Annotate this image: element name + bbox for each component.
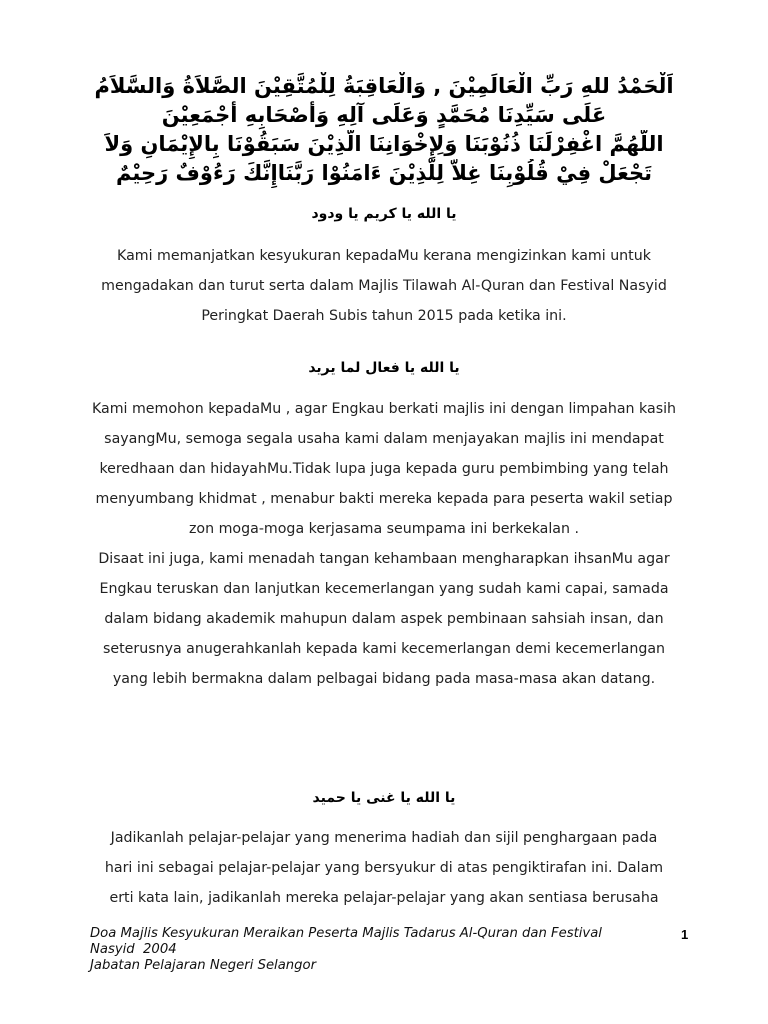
page-footer [90,926,650,974]
footer-line: Nasyid 2004 [90,942,177,957]
invocation-heading: يا الله يا كريم يا ودود [311,206,457,222]
paragraph-line: dalam bidang akademik mahupun dalam aspek pembinaan sahsiah insan, dan [104,611,664,627]
paragraph-line: Disaat ini juga, kami menadah tangan kehambaan mengharapkan ihsanMu agar [98,551,670,567]
paragraph-line: mengadakan dan turut serta dalam Majlis Tilawah Al-Quran dan Festival Nasyid [101,278,667,294]
paragraph-line: yang lebih bermakna dalam pelbagai bidang pada masa-masa akan datang. [112,671,656,687]
arabic-prayer-line: عَلَى سَيِّدِنَا مُحَمَّدٍ وَعَلَى آلِهِ وَأَصْحَابِهِ أَجْمَعِيْنَ [161,103,607,127]
paragraph-line: Engkau teruskan dan lanjutkan kecemerlangan yang sudah kami capai, samada [99,581,669,597]
arabic-prayer-line: اَلْحَمْدُ للهِ رَبِّ الْعَالَمِيْنَ , وَالْعَاقِبَةُ لِلْمُتَّقِيْنَ الصَّلاَةُ وَالسَّلاَمُ [94,74,674,98]
paragraph-line: seterusnya anugerahkanlah kepada kami kecemerlangan demi kecemerlangan [102,641,666,657]
footer-line: Jabatan Pelajaran Negeri Selangor [90,958,317,973]
paragraph-line: menyumbang khidmat , menabur bakti mereka kepada para peserta wakil setiap [95,491,673,507]
paragraph-line: hari ini sebagai pelajar-pelajar yang bersyukur di atas pengiktirafan ini. Dalam [104,860,664,876]
arabic-prayer-line: اللَّهُمَّ اغْفِرْلَنَا ذُنُوْبَنَا وَلِإِخْوَانِنَا الَّذِيْنَ سَبَقُوْنَا بِالإِيْمَانِ وَلاَ [104,132,664,156]
invocation-heading: يا الله يا غنى يا حميد [312,790,456,806]
paragraph-line: sayangMu, semoga segala usaha kami dalam menjayakan majlis ini mendapat [104,431,664,447]
page-number: 1 [681,927,689,942]
paragraph-line: Peringkat Daerah Subis tahun 2015 pada ketika ini. [201,308,567,324]
paragraph-line: zon moga-moga kerjasama seumpama ini berkekalan . [188,521,580,537]
paragraph-line: erti kata lain, jadikanlah mereka pelajar-pelajar yang akan sentiasa berusaha [109,890,659,906]
invocation-heading: يا الله يا فعال لما يريد [308,360,460,376]
prayer-paragraph [80,823,688,913]
footer-line: Doa Majlis Kesyukuran Meraikan Peserta Majlis Tadarus Al-Quran dan Festival [90,926,602,941]
arabic-opening-prayer [70,72,698,188]
prayer-paragraph [80,394,688,694]
arabic-prayer-line: تَجْعَلْ فِيْ قُلُوْبِنَا غِلاًّ لِلَّذِيْنَ ءَامَنُوْا رَبَّنَاإِنَّكَ رَءُوْفٌ رَحِيْمٌ [115,161,653,185]
prayer-paragraph [80,241,688,331]
paragraph-line: Kami memanjatkan kesyukuran kepadaMu kerana mengizinkan kami untuk [117,248,651,264]
paragraph-line: Jadikanlah pelajar-pelajar yang menerima hadiah dan sijil penghargaan pada [110,830,658,846]
paragraph-line: Kami memohon kepadaMu , agar Engkau berkati majlis ini dengan limpahan kasih [91,401,677,417]
paragraph-line: keredhaan dan hidayahMu.Tidak lupa juga kepada guru pembimbing yang telah [99,461,669,477]
